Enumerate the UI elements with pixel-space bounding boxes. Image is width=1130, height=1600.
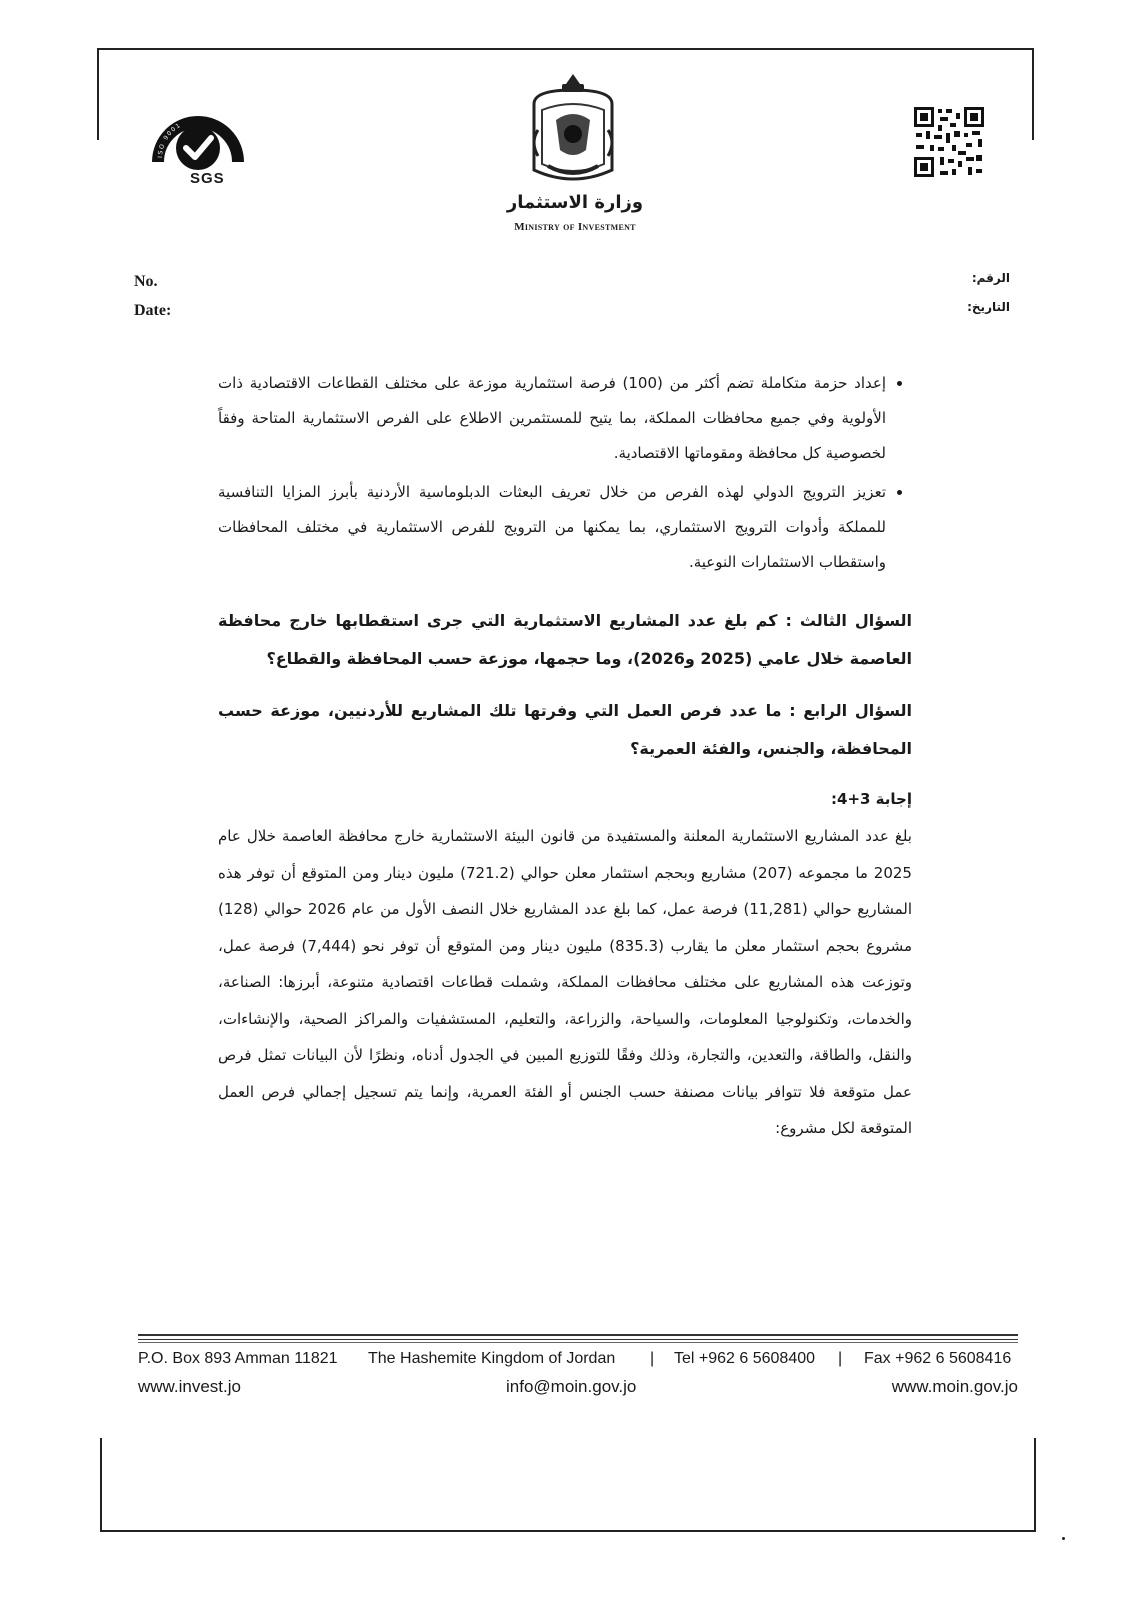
scan-dot bbox=[1062, 1537, 1065, 1540]
footer-email[interactable]: info@moin.gov.jo bbox=[506, 1377, 637, 1396]
bullet-list bbox=[218, 366, 912, 580]
frame-bottom-left-border bbox=[100, 1438, 102, 1532]
jordan-coat-of-arms-icon bbox=[526, 70, 620, 190]
question-three: السؤال الثالث : كم بلغ عدد المشاريع الاستثمارية التي جرى استقطابها خارج محافظة العاصمة خلال عامي (2025 و2026)، وما حجمها، موزعة حسب المحافظة والقطاع؟ bbox=[218, 611, 912, 668]
question-four: السؤال الرابع : ما عدد فرص العمل التي وفرتها تلك المشاريع للأردنيين، موزعة حسب المحافظة، والجنس، والفئة العمرية؟ bbox=[218, 701, 912, 758]
footer-website-moin[interactable]: www.moin.gov.jo bbox=[891, 1377, 1018, 1396]
frame-bottom-border bbox=[100, 1530, 1036, 1532]
date-label-arabic: التاريخ: bbox=[967, 300, 1010, 314]
bullet-item: • إعداد حزمة متكاملة تضم أكثر من (100) فرصة استثمارية موزعة على مختلف القطاعات الاقتصادية ذات الأولوية وفي جميع محافظات المملكة، بما يتيح للمستثمرين الاطلاع على الفرص الاستثمارية المتاحة وفقاً لخصوصية كل محافظة ومقوماتها الاقتصادية. bbox=[218, 366, 886, 471]
iso-arc-text: ISO 9001 bbox=[156, 121, 183, 159]
frame-top-right-border bbox=[1032, 48, 1034, 140]
answer-paragraph: بلغ عدد المشاريع الاستثمارية المعلنة والمستفيدة من قانون البيئة الاستثمارية خارج محافظة العاصمة خلال عام 2025 ما مجموعه (207) مشاريع وبحجم استثمار معلن حوالي (721.2) مليون دينار ومن المتوقع أن توفر هذه المشاريع حوالي (11,281) فرصة عمل، كما بلغ عدد المشاريع خلال النصف الأول من عام 2026 حوالي (128) مشروع بحجم استثمار معلن ما يقارب (835.3) مليون دينار ومن المتوقع أن توفر نحو (7,444) فرصة عمل، وتوزعت هذه المشاريع على مختلف محافظات المملكة، وشملت قطاعات اقتصادية متنوعة، أبرزها: الصناعة، والخدمات، وتكنولوجيا المعلومات، والسياحة، والزراعة، والتعليم، المستشفيات والمراكز الصحية، والإنشاءات، والنقل، والطاقة، والتعدين، والتجارة، وذلك وفقًا للتوزيع المبين في الجدول أدناه، ونظرًا لأن البيانات تمثل فرص عمل متوقعة فلا تتوافر بيانات مصنفة حسب الجنس أو الفئة العمرية، وإنما يتم تسجيل إجمالي فرص العمل المتوقعة لكل مشروع: bbox=[218, 827, 913, 1137]
qr-code-icon bbox=[912, 105, 986, 179]
frame-top-border bbox=[98, 48, 1034, 50]
bullet-item: • تعزيز الترويج الدولي لهذه الفرص من خلال تعريف البعثات الدبلوماسية الأردنية بأبرز المزايا التنافسية للمملكة وأدوات الترويج الاستثماري، بما يمكنها من الترويج للفرص الاستثمارية في مختلف المحافظات واستقطاب الاستثمارات النوعية. bbox=[218, 475, 886, 580]
footer-telephone: Tel +962 6 5608400 bbox=[674, 1350, 816, 1367]
footer-separator: | bbox=[838, 1350, 843, 1367]
reference-number-label-arabic: الرقم: bbox=[971, 271, 1010, 285]
date-label: Date: bbox=[134, 302, 172, 319]
footer-fax: Fax +962 6 5608416 bbox=[864, 1350, 1012, 1367]
footer-divider bbox=[138, 1334, 1018, 1336]
footer-country: The Hashemite Kingdom of Jordan bbox=[368, 1350, 616, 1367]
answer-heading: إجابة 3+4: bbox=[831, 790, 912, 808]
footer-divider bbox=[138, 1339, 1018, 1340]
sgs-label: SGS bbox=[190, 170, 225, 187]
frame-bottom-right-border bbox=[1034, 1438, 1036, 1532]
ministry-name-english: Ministry of Investment bbox=[514, 221, 636, 233]
footer-website-invest[interactable]: www.invest.jo bbox=[138, 1377, 241, 1396]
footer-divider bbox=[138, 1342, 1018, 1343]
footer-address: P.O. Box 893 Amman 11821 bbox=[138, 1350, 338, 1367]
frame-top-left-border bbox=[97, 48, 99, 140]
ministry-name-arabic: وزارة الاستثمار bbox=[506, 192, 644, 213]
letter-body bbox=[218, 366, 912, 1147]
footer-separator: | bbox=[650, 1350, 655, 1367]
reference-number-label: No. bbox=[134, 273, 158, 290]
